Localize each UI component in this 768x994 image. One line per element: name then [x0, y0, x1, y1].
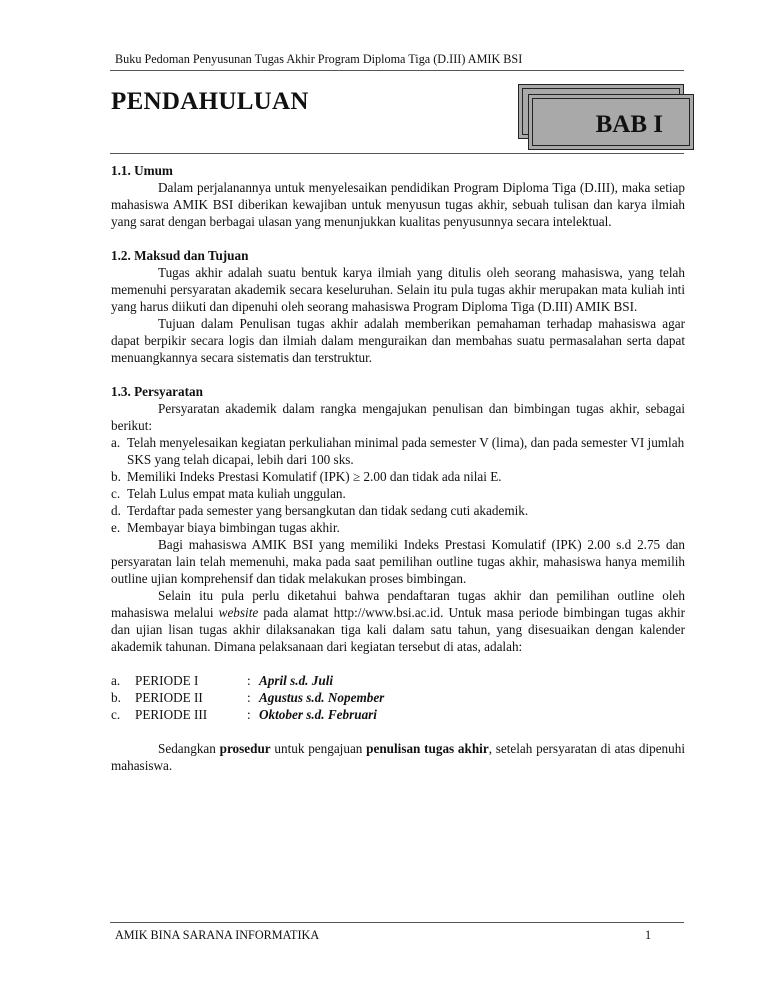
paragraph-website: Selain itu pula perlu diketahui bahwa pendaftaran tugas akhir dan pemilihan outline oleh mahasiswa melalui website pada alamat http://www.bsi.ac.id. Untuk masa periode bimbingan tugas akhir dan ujian lisan tugas akhir dilaksanakan tiga kali dalam satu tahun, yang disesuaikan dengan kalender akademik tahunan. Dimana pelaksanaan dari kegiatan tersebut di atas, adalah:: [111, 588, 686, 654]
chapter-rule: [110, 153, 684, 154]
chapter-badge: [528, 94, 694, 150]
period-row: a. PERIODE I : April s.d. Juli: [111, 673, 334, 688]
paragraph-maksud-2: Tujuan dalam Penulisan tugas akhir adalah memberikan pemahaman terhadap mahasiswa agar dapat berpikir secara logis dan ilmiah dalam menguraikan dan membahas suatu permasalahan serta dapat menuangkannya secara sistematis dan terstruktur.: [111, 316, 685, 365]
paragraph-ipk: Bagi mahasiswa AMIK BSI yang memiliki Indeks Prestasi Komulatif (IPK) 2.00 s.d 2.75 dan persyaratan lain telah memenuhi, maka pada saat pemilihan outline tugas akhir, mahasiswa hanya memilih outline ujian komprehensif dan tidak melakukan proses bimbingan.: [111, 537, 685, 586]
list-item: e. Membayar biaya bimbingan tugas akhir.: [111, 520, 340, 535]
list-item: c. Telah Lulus empat mata kuliah unggulan.: [111, 486, 346, 501]
website-term: website: [218, 605, 259, 620]
header-rule: [110, 70, 684, 71]
period-row: b. PERIODE II : Agustus s.d. Nopember: [111, 690, 385, 705]
section-heading-persyaratan: 1.3. Persyaratan: [111, 384, 203, 399]
page-number: 1: [645, 928, 652, 942]
list-item: a. Telah menyelesaikan kegiatan perkuliahan minimal pada semester V (lima), dan pada semester VI jumlah SKS yang telah dicapai, lebih dari 100 sks.: [111, 435, 685, 467]
section-heading-umum: 1.1. Umum: [111, 163, 173, 178]
document-body: [111, 162, 685, 774]
footer-institution: AMIK BINA SARANA INFORMATIKA: [115, 928, 320, 942]
paragraph-maksud-1: Tugas akhir adalah suatu bentuk karya ilmiah yang ditulis oleh seorang mahasiswa, yang telah memenuhi persyaratan akademik secara keseluruhan. Selain itu pula tugas akhir merupakan mata kuliah inti yang harus diikuti dan dipenuhi oleh seorang mahasiswa Program Diploma Tiga (D.III) AMIK BSI.: [111, 265, 685, 314]
list-item: d. Terdaftar pada semester yang bersangkutan dan tidak sedang cuti akademik.: [111, 503, 529, 518]
chapter-title: PENDAHULUAN: [111, 88, 309, 115]
paragraph-persyaratan-intro: Persyaratan akademik dalam rangka mengajukan penulisan dan bimbingan tugas akhir, sebagai berikut:: [111, 401, 685, 433]
paragraph-umum: Dalam perjalanannya untuk menyelesaikan pendidikan Program Diploma Tiga (D.III), maka setiap mahasiswa AMIK BSI diberikan kewajiban untuk menyusun tugas akhir, sebuah tulisan dan karya ilmiah yang sarat dengan berbagai ulasan yang menunjukkan kualitas penyusunnya secara intelektual.: [111, 180, 685, 229]
period-row: c. PERIODE III : Oktober s.d. Februari: [111, 707, 377, 722]
chapter-badge-label: BAB I: [595, 111, 663, 138]
paragraph-closing: Sedangkan prosedur untuk pengajuan penulisan tugas akhir, setelah persyaratan di atas dipenuhi mahasiswa.: [111, 741, 686, 773]
running-header: Buku Pedoman Penyusunan Tugas Akhir Program Diploma Tiga (D.III) AMIK BSI: [115, 52, 523, 66]
footer-rule: [110, 922, 684, 923]
section-heading-maksud: 1.2. Maksud dan Tujuan: [111, 248, 249, 263]
list-item: b. Memiliki Indeks Prestasi Komulatif (IPK) ≥ 2.00 dan tidak ada nilai E.: [111, 469, 502, 484]
